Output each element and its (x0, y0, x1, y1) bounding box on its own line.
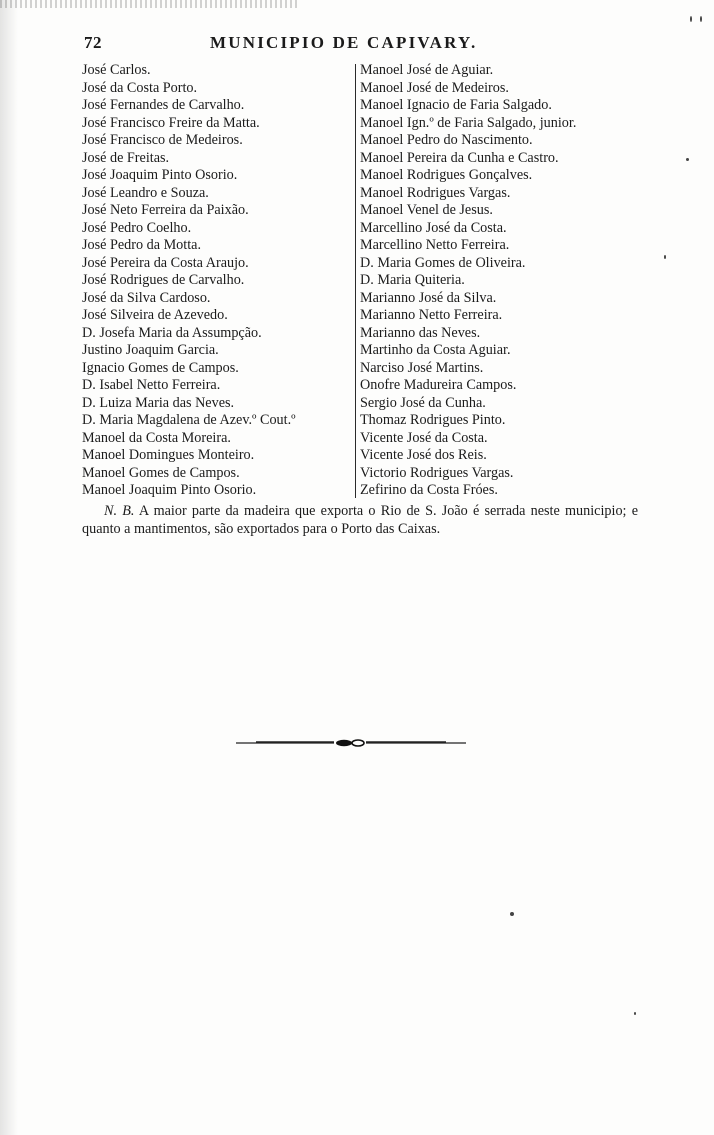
scan-speck (690, 16, 692, 22)
name-entry: Sergio José da Cunha. (360, 394, 486, 411)
name-entry: Manoel Venel de Jesus. (360, 202, 493, 218)
name-entry: D. Maria Quiteria. (360, 272, 465, 288)
name-entry: Marcellino José da Costa. (360, 219, 507, 236)
name-entry: D. Luiza Maria das Neves. (82, 394, 235, 411)
page-number: 72 (84, 33, 102, 52)
scan-noise (0, 0, 300, 8)
name-entry: José da Silva Cardoso. (82, 289, 211, 306)
name-entry: José da Costa Porto. (82, 79, 198, 96)
name-entry: José Leandro e Souza. (82, 184, 209, 201)
name-entry: Victorio Rodrigues Vargas. (360, 464, 514, 481)
name-entry: José Francisco Freire da Matta. (82, 114, 260, 131)
name-entry: Manoel Domingues Monteiro. (82, 447, 255, 463)
name-entry: D. Isabel Netto Ferreira. (82, 377, 221, 393)
name-entry: D. Maria Gomes de Oliveira. (360, 254, 526, 271)
scan-speck (700, 16, 702, 22)
name-entry: Zefirino da Costa Fróes. (360, 482, 498, 498)
column-divider (355, 64, 356, 498)
ornamental-rule (236, 738, 466, 748)
binding-shadow (0, 0, 18, 1135)
name-entry: Ignacio Gomes de Campos. (82, 359, 239, 376)
name-entry: Marcellino Netto Ferreira. (360, 237, 510, 253)
note-label: N. B. (104, 503, 135, 519)
running-title: MUNICIPIO DE CAPIVARY. (210, 33, 478, 52)
name-entry: Narciso José Martins. (360, 359, 484, 376)
name-entry: Marianno José da Silva. (360, 289, 497, 306)
name-entry: Manoel José de Aguiar. (360, 62, 494, 78)
name-entry: D. Maria Magdalena de Azev.º Cout.º (82, 412, 296, 428)
name-entry: José Neto Ferreira da Paixão. (82, 202, 249, 218)
name-entry: Justino Joaquim Garcia. (82, 342, 219, 358)
name-entry: José Silveira de Azevedo. (82, 307, 228, 323)
name-entry: D. Josefa Maria da Assumpção. (82, 324, 262, 341)
left-name-column (82, 62, 358, 500)
name-entry: Manoel Rodrigues Vargas. (360, 184, 511, 201)
name-entry: Manoel José de Medeiros. (360, 79, 509, 96)
name-entry: Vicente José dos Reis. (360, 447, 487, 463)
note-text: A maior parte da madeira que exporta o Rio de S. João é serrada neste municipio; e quanto a mantimentos, são exportados para o Porto das Caixas. (82, 503, 638, 537)
name-entry: José Joaquim Pinto Osorio. (82, 167, 238, 183)
name-entry: Manoel Ignacio de Faria Salgado. (360, 97, 552, 113)
name-entry: José Pedro da Motta. (82, 237, 202, 253)
right-name-column (360, 62, 650, 500)
scan-speck (686, 158, 689, 161)
scan-speck (664, 255, 666, 259)
name-entry: Marianno Netto Ferreira. (360, 307, 503, 323)
name-entry: Marianno das Neves. (360, 324, 481, 341)
name-entry: José Fernandes de Carvalho. (82, 97, 245, 113)
name-entry: Martinho da Costa Aguiar. (360, 342, 511, 358)
name-entry: Manoel Joaquim Pinto Osorio. (82, 482, 257, 498)
name-entry: José de Freitas. (82, 149, 170, 166)
name-entry: José Francisco de Medeiros. (82, 132, 243, 148)
name-entry: Manoel Ign.º de Faria Salgado, junior. (360, 114, 577, 131)
name-entry: Thomaz Rodrigues Pinto. (360, 412, 506, 428)
name-entry: Onofre Madureira Campos. (360, 377, 517, 393)
name-entry: José Carlos. (82, 62, 151, 78)
scan-speck (634, 1012, 636, 1015)
scan-speck (510, 912, 514, 916)
name-entry: Manoel da Costa Moreira. (82, 429, 231, 446)
name-entry: José Pereira da Costa Araujo. (82, 254, 249, 271)
name-entry: Manoel Gomes de Campos. (82, 464, 240, 481)
name-entry: Vicente José da Costa. (360, 429, 488, 446)
name-entry: Manoel Pereira da Cunha e Castro. (360, 149, 559, 166)
name-entry: José Rodrigues de Carvalho. (82, 272, 245, 288)
name-entry: José Pedro Coelho. (82, 219, 192, 236)
name-entry: Manoel Rodrigues Gonçalves. (360, 167, 533, 183)
name-entry: Manoel Pedro do Nascimento. (360, 132, 533, 148)
footnote (82, 502, 638, 538)
